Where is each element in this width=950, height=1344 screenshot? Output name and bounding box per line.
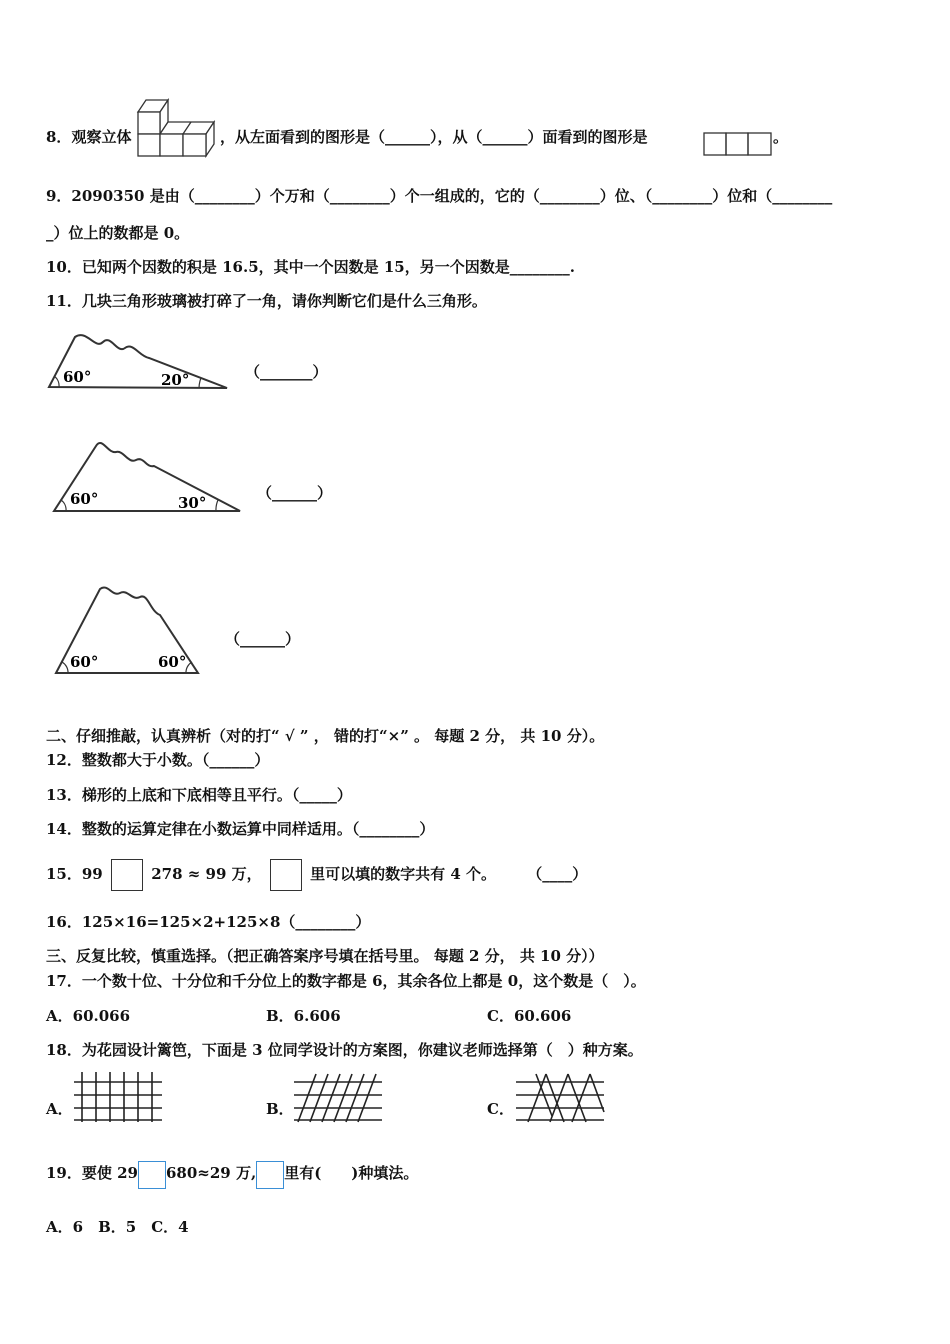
q18-option-b[interactable]: B．	[266, 1100, 294, 1118]
q17: 17．一个数十位、十分位和千分位上的数字都是 6，其余各位上都是 0，这个数是（ ）。	[46, 972, 646, 990]
q18-option-a[interactable]: A．	[46, 1100, 73, 1118]
blank-box[interactable]	[270, 859, 302, 891]
q15: 15．99 278 ≈ 99 万， 里可以填的数字共有 4 个。 （____）	[46, 856, 587, 892]
tri2-blank: （______）	[257, 484, 333, 502]
q8-end: 。	[773, 128, 789, 146]
tri3-blank: （______）	[225, 630, 301, 648]
blank-box[interactable]	[111, 859, 143, 891]
angle-30-label: 30°	[178, 494, 207, 512]
q10: 10．已知两个因数的积是 16.5，其中一个因数是 15，另一个因数是________.	[46, 258, 575, 276]
q17-option-c[interactable]: C．60.606	[487, 1007, 572, 1025]
three-square-view	[703, 132, 773, 156]
fence-plan-a	[74, 1072, 164, 1124]
broken-triangle-2	[50, 438, 242, 516]
q9-line2: _）位上的数都是 0。	[46, 224, 190, 242]
angle-60-label: 60°	[63, 368, 92, 386]
q17-option-b[interactable]: B．6.606	[266, 1007, 341, 1025]
section-3-heading: 三、反复比较，慎重选择。（把正确答案序号填在括号里。 每题 2 分， 共 10 分））	[46, 947, 604, 965]
q13: 13．梯形的上底和下底相等且平行。（_____）	[46, 786, 352, 804]
q17-option-a[interactable]: A．60.066	[46, 1007, 131, 1025]
blank-box[interactable]	[138, 1161, 166, 1189]
fence-plan-c	[516, 1072, 608, 1124]
angle-60-label: 60°	[70, 490, 99, 508]
q9-line1: 9．2090350 是由（________）个万和（________）个一组成的，它的（________）位、（________）位和（________	[46, 187, 833, 205]
q12: 12．整数都大于小数。（______）	[46, 751, 270, 769]
angle-60-label-right: 60°	[158, 653, 187, 671]
q19-options[interactable]: A．6 B．5 C．4	[46, 1218, 189, 1236]
tri1-blank: （_______）	[245, 363, 328, 381]
section-2-heading: 二、仔细推敲，认真辨析（对的打“ √ ” ， 错的打“×” 。 每题 2 分， 共 10 分）。	[46, 727, 605, 745]
angle-60-label-left: 60°	[70, 653, 99, 671]
q11: 11．几块三角形玻璃被打碎了一角，请你判断它们是什么三角形。	[46, 292, 487, 310]
cube-solid-figure	[136, 98, 220, 158]
blank-box[interactable]	[256, 1161, 284, 1189]
q14: 14．整数的运算定律在小数运算中同样适用。（________）	[46, 820, 435, 838]
q16: 16．125×16=125×2+125×8（________）	[46, 913, 371, 931]
q8: 8．观察立体	[46, 128, 132, 146]
q18: 18．为花园设计篱笆，下面是 3 位同学设计的方案图，你建议老师选择第（ ）种方案。	[46, 1041, 643, 1059]
broken-triangle-1	[45, 332, 235, 394]
q8-rest: ，从左面看到的图形是（______），从（______）面看到的图形是	[220, 128, 648, 146]
q19: 19．要使 29 680≈29 万, 里有( )种填法。	[46, 1157, 418, 1189]
fence-plan-b	[294, 1072, 386, 1124]
broken-triangle-3	[52, 585, 202, 677]
angle-20-label: 20°	[161, 371, 190, 389]
q18-option-c[interactable]: C．	[487, 1100, 514, 1118]
